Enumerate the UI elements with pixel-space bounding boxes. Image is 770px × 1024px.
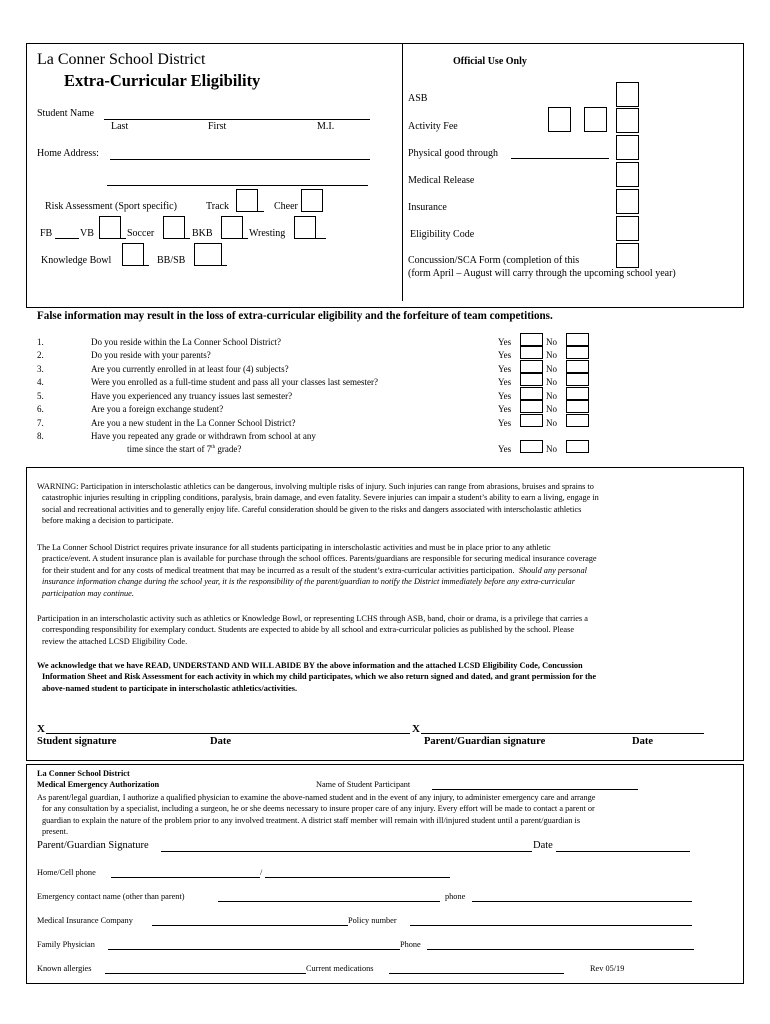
insurance-line: practice/event. A student insurance plan is available for purchase through the school offices. Parents/guardians are responsible for securing medical insurance coverage: [42, 554, 597, 564]
insurance-italic: Should any personal: [518, 565, 587, 575]
question-8-sup: th: [211, 445, 216, 450]
no-checkbox[interactable]: [566, 414, 589, 427]
question-number: 1.: [37, 337, 44, 347]
yes-label: Yes: [498, 444, 512, 454]
participant-name-field[interactable]: [432, 789, 638, 790]
no-checkbox[interactable]: [566, 400, 589, 413]
bbsb-label: BB/SB: [157, 255, 186, 266]
asb-checkbox[interactable]: [616, 82, 639, 107]
no-checkbox[interactable]: [566, 373, 589, 386]
participation-paragraph: [37, 613, 588, 647]
bkb-underline: [243, 238, 248, 239]
no-label: No: [546, 377, 557, 387]
insurance-company-label: Medical Insurance Company: [37, 916, 133, 925]
no-label: No: [546, 364, 557, 374]
yes-label: Yes: [498, 418, 512, 428]
medical-line: As parent/legal guardian, I authorize a qualified physician to examine the above-named student and in the event of any injury, to administer emergency care and arrange: [37, 793, 596, 802]
allergies-label: Known allergies: [37, 964, 92, 973]
first-label: First: [208, 121, 227, 132]
no-checkbox[interactable]: [566, 440, 589, 453]
medical-parent-sig-field[interactable]: [161, 851, 532, 852]
yes-checkbox[interactable]: [520, 440, 543, 453]
wresting-label: Wresting: [249, 228, 286, 239]
parent-sig-x: X: [412, 723, 420, 735]
vb-label: VB: [80, 228, 94, 239]
yes-label: Yes: [498, 364, 512, 374]
warning-line: catastrophic injuries resulting in crippling conditions, paralysis, brain damage, and even fatality. Severe injuries can impair a student’s ability to earn a living, engage in: [42, 493, 599, 503]
yes-checkbox[interactable]: [520, 346, 543, 359]
acknowledge-line: above-named student to participate in interscholastic athletics/activities.: [42, 683, 298, 693]
question-number: 8.: [37, 431, 44, 441]
participation-line: corresponding responsibility for exemplary conduct. Students are expected to abide by all school and extra-curricular policies as published by the school. Please: [42, 625, 574, 635]
insurance-line: The La Conner School District requires private insurance for all students participating in interscholastic activities and must be in place prior to any athletic: [37, 543, 551, 552]
student-name-field[interactable]: [104, 119, 370, 120]
question-text: Have you experienced any truancy issues last semester?: [91, 391, 293, 401]
warning-line: before making a decision to participate.: [42, 516, 174, 526]
question-8-text: time since the start of 7: [127, 444, 212, 454]
yes-checkbox[interactable]: [520, 373, 543, 386]
medical-date-field[interactable]: [556, 851, 690, 852]
question-8-continued: [127, 444, 241, 454]
yes-checkbox[interactable]: [520, 400, 543, 413]
parent-sig-label: Parent/Guardian signature: [424, 736, 546, 747]
insurance-company-field[interactable]: [152, 925, 348, 926]
medications-label: Current medications: [306, 964, 374, 973]
medical-release-checkbox[interactable]: [616, 162, 639, 187]
activity-fee-box-2[interactable]: [584, 107, 607, 132]
medical-parent-sig-label: Parent/Guardian Signature: [37, 840, 149, 851]
bbsb-underline: [222, 265, 227, 266]
insurance-checkbox[interactable]: [616, 189, 639, 214]
physician-phone-field[interactable]: [427, 949, 694, 950]
physical-field[interactable]: [511, 158, 609, 159]
yes-label: Yes: [498, 377, 512, 387]
yes-checkbox[interactable]: [520, 387, 543, 400]
concussion-label: Concussion/SCA Form (completion of this: [408, 255, 580, 266]
no-label: No: [546, 391, 557, 401]
physician-phone-label: Phone: [400, 940, 421, 949]
question-text: Were you enrolled as a full-time student and pass all your classes last semester?: [91, 377, 378, 387]
track-checkbox[interactable]: [236, 189, 258, 212]
warning-paragraph: [37, 481, 599, 527]
wresting-underline: [316, 238, 326, 239]
home-address-label: Home Address:: [37, 148, 99, 159]
form-title: Extra-Curricular Eligibility: [64, 71, 261, 90]
warning-line: WARNING: Participation in interscholastic athletics can be dangerous, involving multiple risks of injury. Such injuries can range from abrasions, bruises and sprains to: [37, 482, 594, 491]
medical-district: La Conner School District: [37, 769, 130, 778]
fb-field[interactable]: [55, 238, 79, 239]
asb-label: ASB: [408, 93, 428, 104]
risk-label: Risk Assessment (Sport specific): [45, 201, 177, 212]
student-sig-label: Student signature: [37, 736, 117, 747]
medical-body: [37, 792, 595, 838]
physical-checkbox[interactable]: [616, 135, 639, 160]
student-date-label: Date: [210, 736, 231, 747]
track-label: Track: [206, 201, 229, 212]
policy-number-field[interactable]: [410, 925, 692, 926]
kb-label: Knowledge Bowl: [41, 255, 112, 266]
question-number: 2.: [37, 350, 44, 360]
warning-line: social and recreational activities and to generally enjoy life. Careful consideration should be given to the risks and dangers associated with interscholastic athletics: [42, 504, 582, 514]
insurance-line: for their student and for any costs of medical treatment that may be incurred as a result of the student’s extra-curricular activities participation.: [42, 565, 515, 575]
medical-date-label: Date: [533, 840, 553, 851]
physician-field[interactable]: [108, 949, 400, 950]
emergency-phone-label: phone: [445, 892, 466, 901]
question-text: Have you repeated any grade or withdrawn from school at any: [91, 431, 316, 441]
parent-signature-field[interactable]: [421, 733, 704, 734]
soccer-checkbox[interactable]: [163, 216, 185, 239]
insurance-label: Insurance: [408, 202, 447, 213]
no-label: No: [546, 418, 557, 428]
official-divider: [402, 43, 403, 301]
emergency-contact-field[interactable]: [218, 901, 440, 902]
vb-underline: [121, 238, 126, 239]
soccer-label: Soccer: [127, 228, 155, 239]
mi-label: M.I.: [317, 121, 335, 132]
insurance-italic-line: insurance information change during the school year, it is the responsibility of the parent/guardian to notify the District immediately before any extra-curricular: [42, 577, 575, 587]
district-name: La Conner School District: [37, 51, 206, 68]
concussion-checkbox[interactable]: [616, 243, 639, 268]
kb-checkbox[interactable]: [122, 243, 144, 266]
participation-line: Participation in an interscholastic activity such as athletics or Knowledge Bowl, or representing LCHS through ASB, band, choir or drama, is a privilege that carries a: [37, 614, 588, 623]
question-text: Are you currently enrolled in at least four (4) subjects?: [91, 364, 289, 374]
no-checkbox[interactable]: [566, 387, 589, 400]
policy-number-label: Policy number: [348, 916, 397, 925]
activity-fee-box-1[interactable]: [548, 107, 571, 132]
track-underline: [258, 211, 264, 212]
home-address-field-2[interactable]: [107, 185, 368, 186]
participant-name-label: Name of Student Participant: [316, 780, 411, 789]
no-label: No: [546, 444, 557, 454]
yes-label: Yes: [498, 404, 512, 414]
question-number: 3.: [37, 364, 44, 374]
medical-release-label: Medical Release: [408, 175, 475, 186]
cheer-label: Cheer: [274, 201, 298, 212]
phone-slash: /: [260, 868, 263, 877]
physician-label: Family Physician: [37, 940, 95, 949]
fb-label: FB: [40, 228, 53, 239]
insurance-paragraph: [37, 542, 597, 599]
cheer-checkbox[interactable]: [301, 189, 323, 212]
insurance-italic-line: participation may continue.: [42, 588, 134, 598]
no-label: No: [546, 350, 557, 360]
cell-phone-field[interactable]: [265, 877, 450, 878]
yes-label: Yes: [498, 337, 512, 347]
emergency-phone-field[interactable]: [472, 901, 692, 902]
question-number: 7.: [37, 418, 44, 428]
no-checkbox[interactable]: [566, 346, 589, 359]
bkb-label: BKB: [192, 228, 213, 239]
question-text: Do you reside within the La Conner School District?: [91, 337, 281, 347]
vb-checkbox[interactable]: [99, 216, 121, 239]
question-text: Are you a new student in the La Conner School District?: [91, 418, 296, 428]
revision-label: Rev 05/19: [590, 964, 625, 973]
activity-fee-checkbox[interactable]: [616, 108, 639, 133]
activity-fee-label: Activity Fee: [408, 121, 458, 132]
yes-checkbox[interactable]: [520, 414, 543, 427]
no-checkbox[interactable]: [566, 333, 589, 346]
wresting-checkbox[interactable]: [294, 216, 316, 239]
concussion-note: (form April – August will carry through the upcoming school year): [408, 268, 676, 279]
acknowledge-paragraph: [37, 660, 596, 694]
home-address-field[interactable]: [110, 159, 370, 160]
emergency-contact-label: Emergency contact name (other than parent): [37, 892, 185, 901]
no-label: No: [546, 337, 557, 347]
eligibility-checkbox[interactable]: [616, 216, 639, 241]
question-number: 4.: [37, 377, 44, 387]
false-info-warning: False information may result in the loss of extra-curricular eligibility and the forfeiture of team competitions.: [37, 310, 553, 322]
yes-checkbox[interactable]: [520, 360, 543, 373]
question-8-end: grade?: [215, 444, 242, 454]
soccer-underline: [185, 238, 190, 239]
acknowledge-line: Information Sheet and Risk Assessment for each activity in which my child participates, which we also return signed and dated, and grant permission for the: [42, 672, 597, 682]
bkb-checkbox[interactable]: [221, 216, 243, 239]
medical-line: guardian to explain the nature of the problem prior to any involved treatment. A district staff member will remain with ill/injured student until a parent/guardian is: [42, 815, 581, 825]
home-phone-field[interactable]: [111, 877, 260, 878]
physical-label: Physical good through: [408, 148, 498, 159]
question-text: Are you a foreign exchange student?: [91, 404, 224, 414]
kb-underline: [144, 265, 149, 266]
question-text: Do you reside with your parents?: [91, 350, 211, 360]
medications-field[interactable]: [389, 973, 564, 974]
eligibility-label: Eligibility Code: [410, 229, 475, 240]
home-cell-label: Home/Cell phone: [37, 868, 96, 877]
student-name-label: Student Name: [37, 108, 94, 119]
allergies-field[interactable]: [105, 973, 306, 974]
yes-checkbox[interactable]: [520, 333, 543, 346]
medical-line: present.: [42, 827, 69, 837]
official-title: Official Use Only: [453, 56, 527, 67]
question-number: 5.: [37, 391, 44, 401]
student-signature-field[interactable]: [46, 733, 410, 734]
no-label: No: [546, 404, 557, 414]
bbsb-checkbox[interactable]: [194, 243, 222, 266]
participation-line: review the attached LCSD Eligibility Code.: [42, 636, 188, 646]
parent-date-label: Date: [632, 736, 653, 747]
last-label: Last: [111, 121, 129, 132]
no-checkbox[interactable]: [566, 360, 589, 373]
medical-title: Medical Emergency Authorization: [37, 780, 160, 789]
yes-label: Yes: [498, 391, 512, 401]
student-sig-x: X: [37, 723, 45, 735]
yes-label: Yes: [498, 350, 512, 360]
acknowledge-line: We acknowledge that we have READ, UNDERSTAND AND WILL ABIDE BY the above information and the attached LCSD Eligibility Code, Concussion: [37, 661, 583, 670]
medical-line: for any consultation by a specialist, including a surgeon, he or she deems necessary to insure proper care of any injury. Every effort will be made to contact a parent or: [42, 804, 595, 814]
question-number: 6.: [37, 404, 44, 414]
